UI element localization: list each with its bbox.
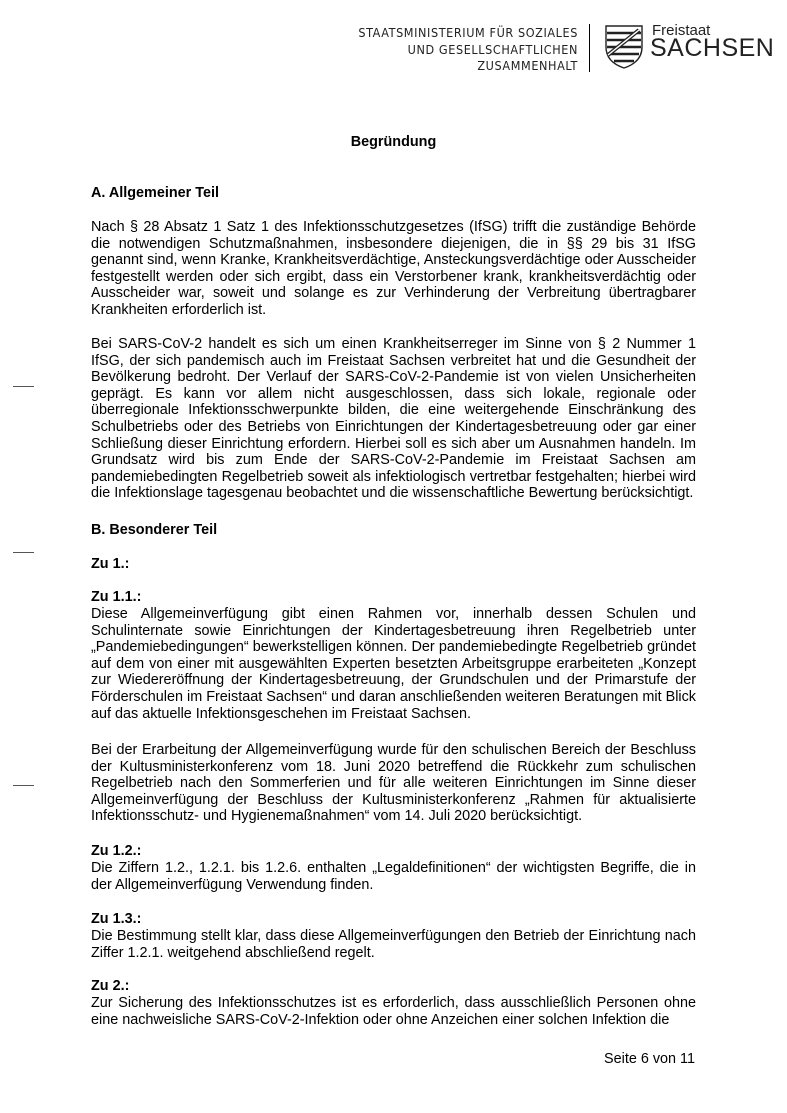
subheading-zu-1-3: Zu 1.3.: [91,911,142,927]
zu-1-1-paragraph-1: Diese Allgemeinverfügung gibt einen Rahmen vor, innerhalb dessen Schulen und Schulinternate sowie Einrichtungen der Kindertagesbetreuung ihren Regelbetrieb unter „Pandemiebedingungen“ bewerkstelligen können. Der pandemiebedingte Regelbetrieb gründet auf dem von einer mit ausgewählten Experten besetzten Arbeitsgruppe erarbeiteten „Konzept zur Wiedereröffnung der Kindertagesbetreuung, der Grundschulen und der Primarstufe der Förderschulen im Freistaat Sachsen“ und daran anschließenden weiteren Beratungen mit Blick auf das aktuelle Infektionsgeschehen im Freistaat Sachsen. [91,606,696,722]
header-divider [589,24,590,72]
zu-1-1-paragraph-2: Bei der Erarbeitung der Allgemeinverfügung wurde für den schulischen Bereich der Beschluss der Kultusministerkonferenz vom 18. Juni 2020 betreffend die Rückkehr zum schulischen Regelbetrieb nach den Sommerferien und für alle weiteren Einrichtungen im Sinne dieser Allgemeinverfügung der Beschluss der Kultusministerkonferenz „Rahmen für aktualisierte Infektionsschutz- und Hygienemaßnahmen“ vom 14. Juli 2020 berücksichtigt. [91,742,696,825]
logo-freistaat: Freistaat [652,22,711,39]
subheading-zu-1-2: Zu 1.2.: [91,843,142,859]
margin-mark [13,552,34,553]
section-a-paragraph-2: Bei SARS-CoV-2 handelt es sich um einen Krankheitserreger im Sinne von § 2 Nummer 1 IfSG, der sich pandemisch auch im Freistaat Sachsen verbreitet hat und die Gesundheit der Bevölkerung bedroht. Der Verlauf der SARS-CoV-2-Pandemie ist von vielen Unsicherheiten geprägt. Es kann vor allem nicht ausgeschlossen, dass sich lokale, regionale oder überregionale Infektionsschwerpunkte bilden, die eine weitergehende Einschränkung des Schulbetriebs oder des Betriebs von Einrichtungen der Kindertagesbetreuung oder gar einer Schließung dieser Einrichtung erfordern. Hierbei soll es sich aber um Ausnahmen handeln. Im Grundsatz wird bis zum Ende der SARS-CoV-2-Pandemie im Freistaat Sachsen am pandemiebedingten Regelbetrieb soweit als infektiologisch vertretbar festgehalten; hierbei wird die Infektionslage tagesgenau beobachtet und die wissenschaftliche Bewertung berücksichtigt. [91,336,696,502]
page-title: Begründung [350,134,437,150]
subheading-zu-1: Zu 1.: [91,556,130,572]
logo-sachsen: SACHSEN [650,34,775,62]
zu-2-paragraph: Zur Sicherung des Infektionsschutzes ist es erforderlich, dass ausschließlich Personen ohne eine nachweisliche SARS-CoV-2-Infektion oder ohne Anzeichen einer solchen Infektion die [91,995,696,1028]
subheading-zu-2: Zu 2.: [91,978,130,994]
subheading-zu-1-1: Zu 1.1.: [91,589,142,605]
margin-mark [13,386,34,387]
ministry-line-1: STAATSMINISTERIUM FÜR SOZIALES [358,25,578,40]
coat-of-arms-icon [605,25,643,69]
section-a-heading: A. Allgemeiner Teil [91,185,219,201]
ministry-name [358,25,578,75]
section-b-heading: B. Besonderer Teil [91,522,218,538]
zu-1-3-paragraph: Die Bestimmung stellt klar, dass diese Allgemeinverfügungen den Betrieb der Einrichtung nach Ziffer 1.2.1. weitgehend abschließend regelt. [91,928,696,961]
section-a-paragraph-1: Nach § 28 Absatz 1 Satz 1 des Infektionsschutzgesetzes (IfSG) trifft die zuständige Behörde die notwendigen Schutzmaßnahmen, insbesondere diejenigen, die in §§ 29 bis 31 IfSG genannt sind, wenn Kranke, Krankheitsverdächtige, Ansteckungsverdächtige oder Ausscheider festgestellt werden oder sich ergibt, dass ein Verstorbener krank, krankheitsverdächtig oder Ausscheider war, soweit und solange es zur Verhinderung der Verbreitung übertragbarer Krankheiten erforderlich ist. [91,219,696,318]
page-number: Seite 6 von 11 [604,1051,695,1067]
margin-mark [13,785,34,786]
ministry-line-3: ZUSAMMENHALT [477,58,578,73]
ministry-line-2: UND GESELLSCHAFTLICHEN [407,41,578,57]
zu-1-2-paragraph: Die Ziffern 1.2., 1.2.1. bis 1.2.6. enthalten „Legaldefinitionen“ der wichtigsten Begriffe, die in der Allgemeinverfügung Verwendung finden. [91,860,696,893]
